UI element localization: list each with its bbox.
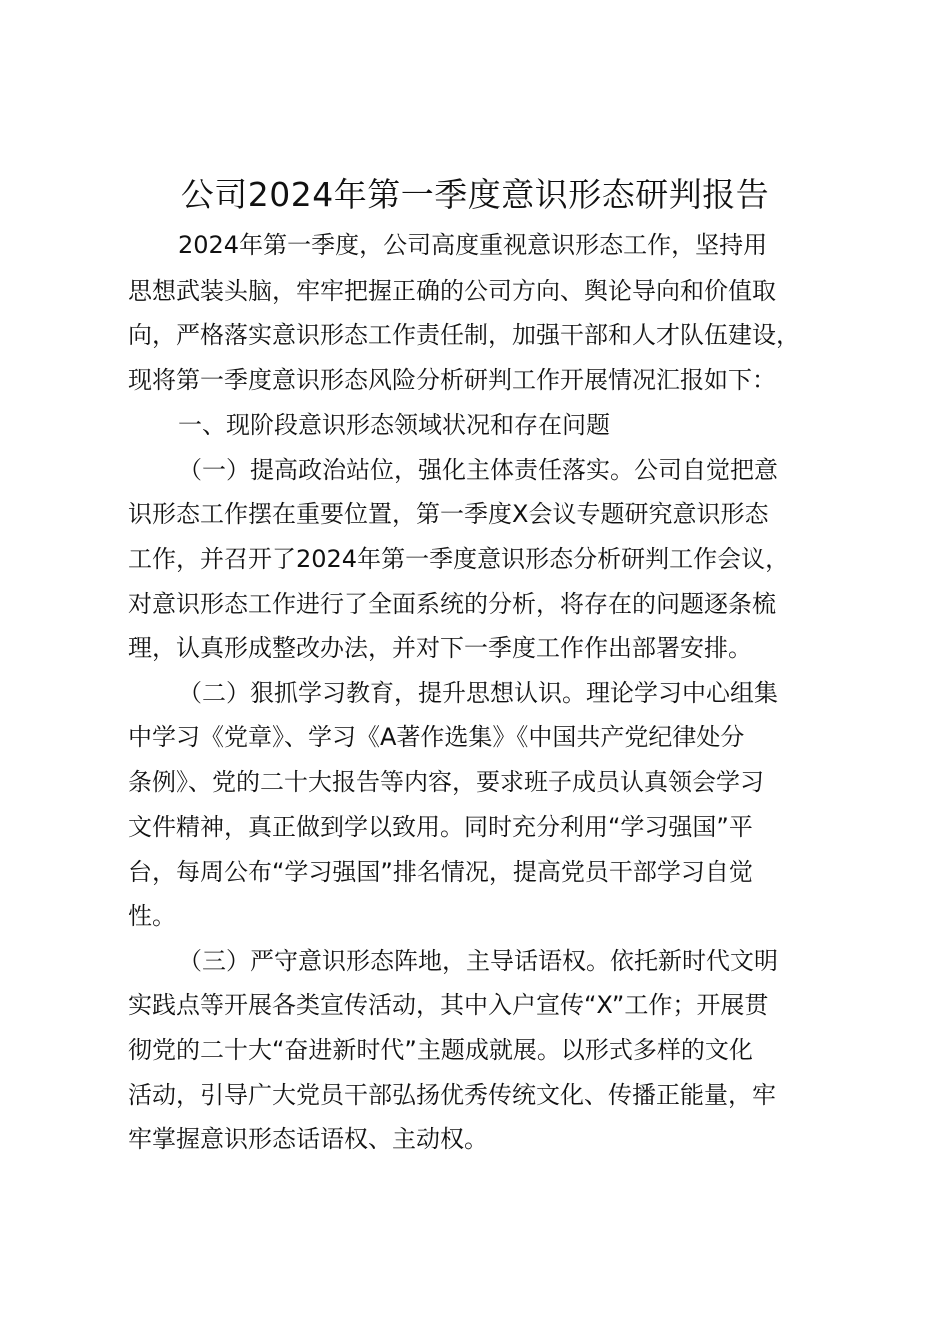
- paragraph-line: 现将第一季度意识形态风险分析研判工作开展情况汇报如下：: [128, 366, 776, 394]
- paragraph-line: 彻党的二十大“奋进新时代”主题成就展。以形式多样的文化: [128, 1036, 753, 1064]
- paragraph-line: 文件精神，真正做到学以致用。同时充分利用“学习强国”平: [128, 813, 753, 841]
- paragraph-line: 性。: [128, 902, 176, 930]
- paragraph-line: 理，认真形成整改办法，并对下一季度工作作出部署安排。: [128, 634, 752, 662]
- paragraph-line: （二）狠抓学习教育，提升思想认识。理论学习中心组集: [178, 679, 778, 707]
- paragraph-line: 牢掌握意识形态话语权、主动权。: [128, 1125, 488, 1153]
- paragraph-line: （一）提高政治站位，强化主体责任落实。公司自觉把意: [178, 456, 778, 484]
- paragraph-line: 中学习《党章》、学习《A著作选集》《中国共产党纪律处分: [128, 723, 745, 751]
- section-heading: 一、现阶段意识形态领域状况和存在问题: [178, 411, 610, 439]
- paragraph-line: （三）严守意识形态阵地，主导话语权。依托新时代文明: [178, 947, 778, 975]
- paragraph-line: 活动，引导广大党员干部弘扬优秀传统文化、传播正能量，牢: [128, 1081, 776, 1109]
- paragraph-line: 条例》、党的二十大报告等内容，要求班子成员认真领会学习: [128, 768, 764, 796]
- paragraph-line: 台，每周公布“学习强国”排名情况，提高党员干部学习自觉: [128, 858, 753, 886]
- paragraph-line: 识形态工作摆在重要位置，第一季度X会议专题研究意识形态: [128, 500, 769, 528]
- paragraph-line: 思想武装头脑，牢牢把握正确的公司方向、舆论导向和价值取: [128, 277, 776, 305]
- document-title: 公司2024年第一季度意识形态研判报告: [180, 175, 770, 214]
- paragraph-line: 实践点等开展各类宣传活动，其中入户宣传“X”工作；开展贯: [128, 991, 769, 1019]
- paragraph-line: 工作，并召开了2024年第一季度意识形态分析研判工作会议，: [128, 545, 790, 573]
- paragraph-line: 2024年第一季度，公司高度重视意识形态工作，坚持用: [178, 231, 768, 259]
- paragraph-line: 向，严格落实意识形态工作责任制，加强干部和人才队伍建设，: [128, 321, 800, 349]
- paragraph-line: 对意识形态工作进行了全面系统的分析，将存在的问题逐条梳: [128, 590, 776, 618]
